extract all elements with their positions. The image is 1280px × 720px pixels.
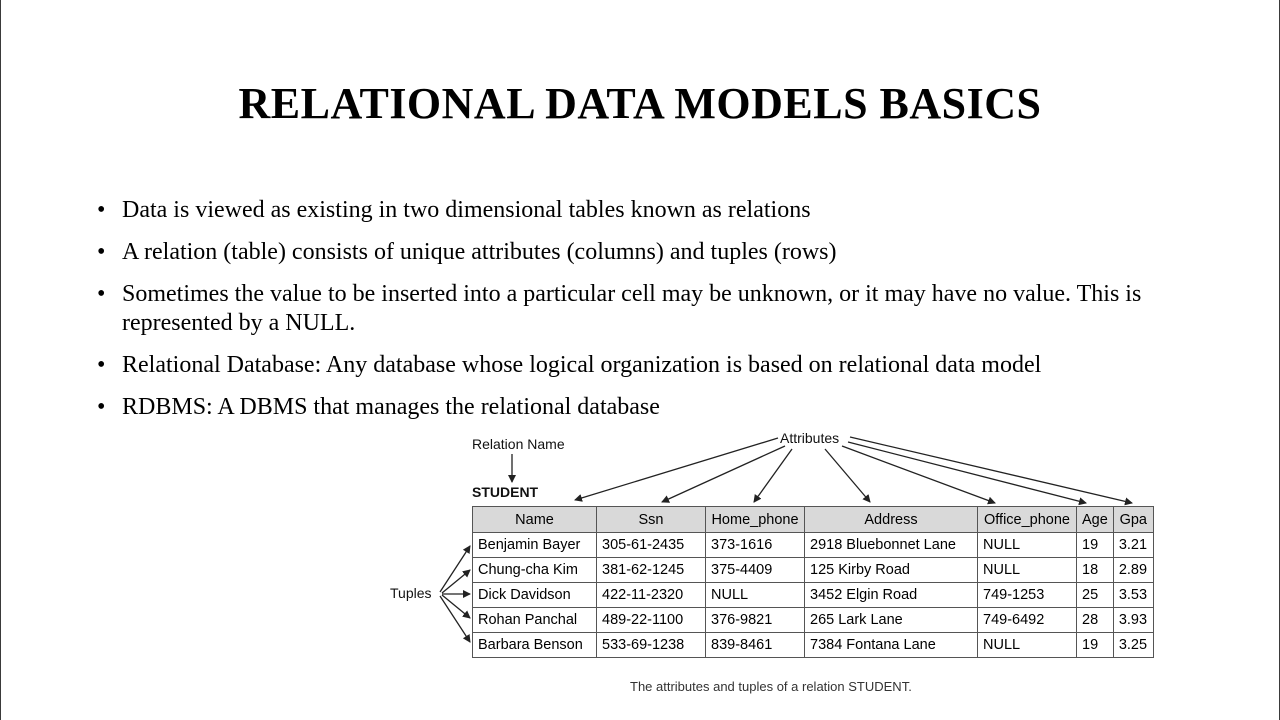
table-cell: Dick Davidson <box>473 583 597 608</box>
table-cell: 422-11-2320 <box>597 583 706 608</box>
table-cell: 749-1253 <box>978 583 1077 608</box>
bullet-item: • A relation (table) consists of unique attributes (columns) and tuples (rows) <box>97 238 1217 267</box>
table-cell: 373-1616 <box>706 533 805 558</box>
table-cell: 3.25 <box>1113 633 1153 658</box>
table-cell: NULL <box>706 583 805 608</box>
slide-title: RELATIONAL DATA MODELS BASICS <box>238 79 1042 128</box>
attribute-arrow <box>850 437 1132 503</box>
table-cell: 381-62-1245 <box>597 558 706 583</box>
bullet-item: • Sometimes the value to be inserted into a particular cell may be unknown, or it may have no value. This is represented by a NULL. <box>97 280 1217 338</box>
bullet-list <box>97 196 1217 435</box>
table-row <box>473 608 1154 633</box>
column-header: Name <box>473 507 597 533</box>
table-cell: 489-22-1100 <box>597 608 706 633</box>
attribute-arrow <box>842 446 995 503</box>
table-row <box>473 533 1154 558</box>
relation-figure <box>380 424 1180 714</box>
column-header: Age <box>1077 507 1114 533</box>
table-header-row <box>473 507 1154 533</box>
table-cell: 2.89 <box>1113 558 1153 583</box>
table-cell: Barbara Benson <box>473 633 597 658</box>
table-cell: 7384 Fontana Lane <box>805 633 978 658</box>
column-header: Office_phone <box>978 507 1077 533</box>
attribute-arrow <box>848 442 1086 503</box>
table-cell: NULL <box>978 533 1077 558</box>
table-cell: 19 <box>1077 533 1114 558</box>
table-cell: 265 Lark Lane <box>805 608 978 633</box>
column-header: Address <box>805 507 978 533</box>
table-cell: 3.21 <box>1113 533 1153 558</box>
table-cell: 2918 Bluebonnet Lane <box>805 533 978 558</box>
table-cell: 839-8461 <box>706 633 805 658</box>
table-cell: Chung-cha Kim <box>473 558 597 583</box>
column-header: Gpa <box>1113 507 1153 533</box>
figure-caption: The attributes and tuples of a relation STUDENT. <box>630 679 912 694</box>
bullet-item: • Relational Database: Any database whose logical organization is based on relational data model <box>97 351 1217 380</box>
table-cell: 18 <box>1077 558 1114 583</box>
table-cell: 305-61-2435 <box>597 533 706 558</box>
table-cell: 19 <box>1077 633 1114 658</box>
table-cell: 533-69-1238 <box>597 633 706 658</box>
column-header: Home_phone <box>706 507 805 533</box>
bullet-item: • RDBMS: A DBMS that manages the relational database <box>97 393 1217 422</box>
table-cell: 749-6492 <box>978 608 1077 633</box>
column-header: Ssn <box>597 507 706 533</box>
attributes-label: Attributes <box>780 430 840 446</box>
relation-name-label: Relation Name <box>472 436 565 452</box>
table-cell: 376-9821 <box>706 608 805 633</box>
attribute-arrow <box>575 438 778 500</box>
table-cell: 3.93 <box>1113 608 1153 633</box>
tuple-arrow <box>440 596 470 642</box>
attribute-arrow <box>825 449 870 502</box>
table-cell: Rohan Panchal <box>473 608 597 633</box>
table-cell: 3452 Elgin Road <box>805 583 978 608</box>
table-cell: NULL <box>978 633 1077 658</box>
table-row <box>473 558 1154 583</box>
tuple-arrow <box>440 546 470 592</box>
bullet-item: • Data is viewed as existing in two dimensional tables known as relations <box>97 196 1217 225</box>
tuples-label: Tuples <box>390 585 432 601</box>
table-row <box>473 583 1154 608</box>
relation-name: STUDENT <box>472 484 539 500</box>
table-cell: 125 Kirby Road <box>805 558 978 583</box>
table-cell: 25 <box>1077 583 1114 608</box>
table-cell: NULL <box>978 558 1077 583</box>
student-table <box>472 506 1154 658</box>
table-cell: 375-4409 <box>706 558 805 583</box>
table-cell: 3.53 <box>1113 583 1153 608</box>
table-row <box>473 633 1154 658</box>
table-cell: Benjamin Bayer <box>473 533 597 558</box>
table-cell: 28 <box>1077 608 1114 633</box>
